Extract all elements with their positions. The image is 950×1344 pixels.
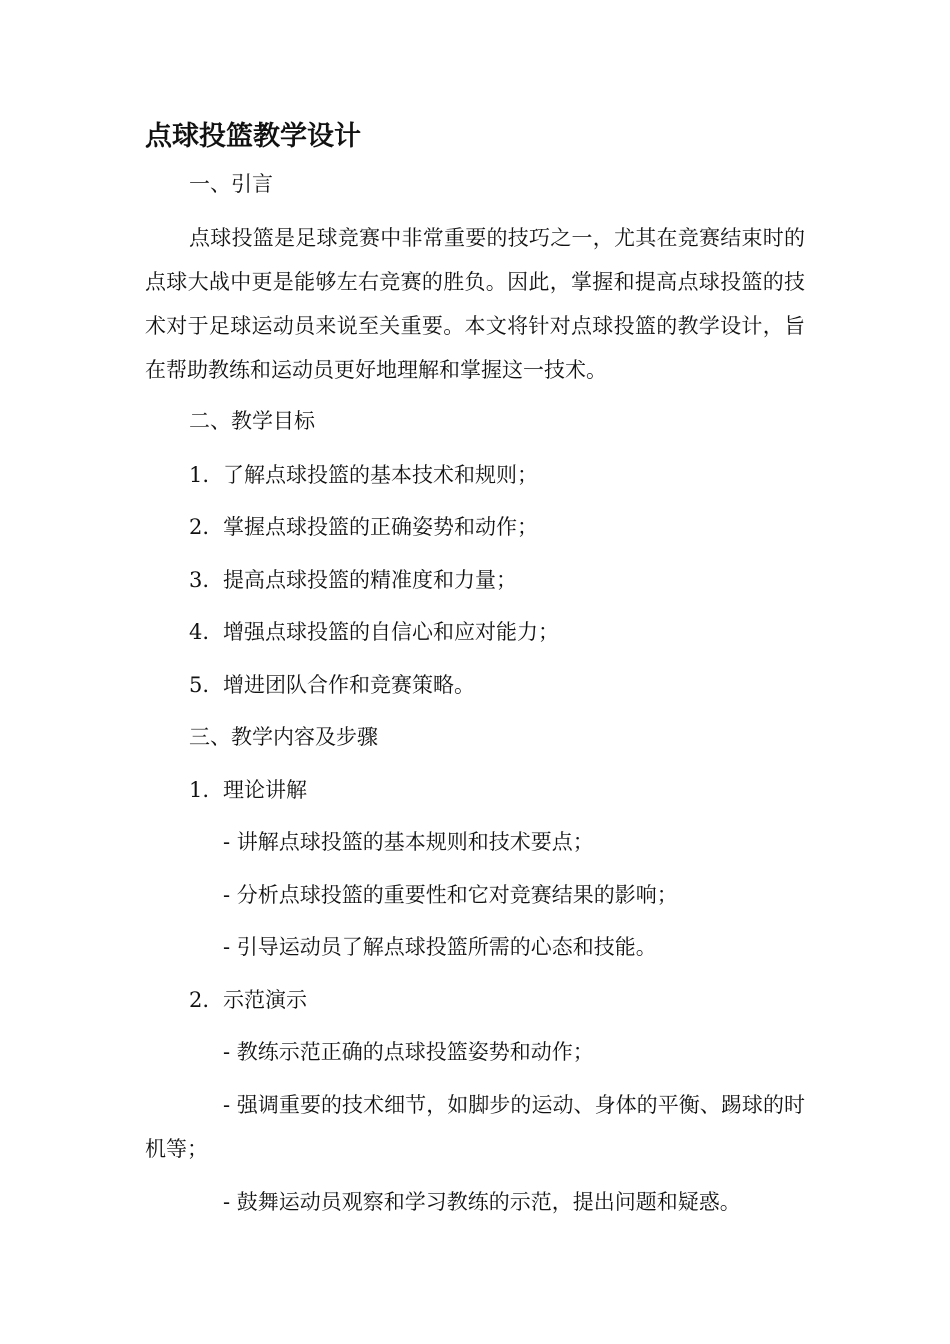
goal-number: 1.	[189, 463, 210, 487]
step-bullet: - 教练示范正确的点球投篮姿势和动作；	[223, 1040, 594, 1064]
goal-text: 提高点球投篮的精准度和力量；	[223, 568, 517, 592]
goal-number: 5.	[189, 673, 210, 697]
goal-item	[189, 505, 538, 549]
goal-item	[189, 663, 475, 707]
step-heading	[189, 978, 307, 1022]
intro-paragraph: 点球投篮是足球竞赛中非常重要的技巧之一，尤其在竞赛结束时的点球大战中更是能够左右竞赛的胜负。因此，掌握和提高点球投篮的技术对于足球运动员来说至关重要。本文将针对点球投篮的教学设计，旨在帮助教练和运动员更好地理解和掌握这一技术。	[145, 226, 805, 382]
goal-text: 掌握点球投篮的正确姿势和动作；	[223, 515, 538, 539]
step-number: 2.	[189, 988, 210, 1012]
goal-text: 了解点球投篮的基本技术和规则；	[223, 463, 538, 487]
step-label: 理论讲解	[223, 778, 307, 802]
step-heading	[189, 768, 307, 812]
document-title: 点球投篮教学设计	[145, 121, 361, 152]
goal-text: 增进团队合作和竞赛策略。	[223, 673, 475, 697]
step-bullet: - 讲解点球投篮的基本规则和技术要点；	[223, 830, 594, 854]
section-heading-content: 三、教学内容及步骤	[189, 725, 378, 749]
goal-item	[189, 610, 559, 654]
section-heading-goals: 二、教学目标	[189, 409, 315, 433]
goal-item	[189, 453, 538, 497]
step-bullet: - 鼓舞运动员观察和学习教练的示范，提出问题和疑惑。	[223, 1190, 741, 1214]
step-bullet: - 引导运动员了解点球投篮所需的心态和技能。	[223, 935, 657, 959]
step-bullet: - 强调重要的技术细节，如脚步的运动、身体的平衡、踢球的时机等；	[145, 1093, 805, 1161]
step-number: 1.	[189, 778, 210, 802]
goal-item	[189, 558, 517, 602]
step-bullet: - 分析点球投篮的重要性和它对竞赛结果的影响；	[223, 883, 678, 907]
goal-number: 3.	[189, 568, 210, 592]
section-heading-intro: 一、引言	[189, 172, 273, 196]
step-label: 示范演示	[223, 988, 307, 1012]
goal-text: 增强点球投篮的自信心和应对能力；	[223, 620, 559, 644]
goal-number: 4.	[189, 620, 210, 644]
goal-number: 2.	[189, 515, 210, 539]
